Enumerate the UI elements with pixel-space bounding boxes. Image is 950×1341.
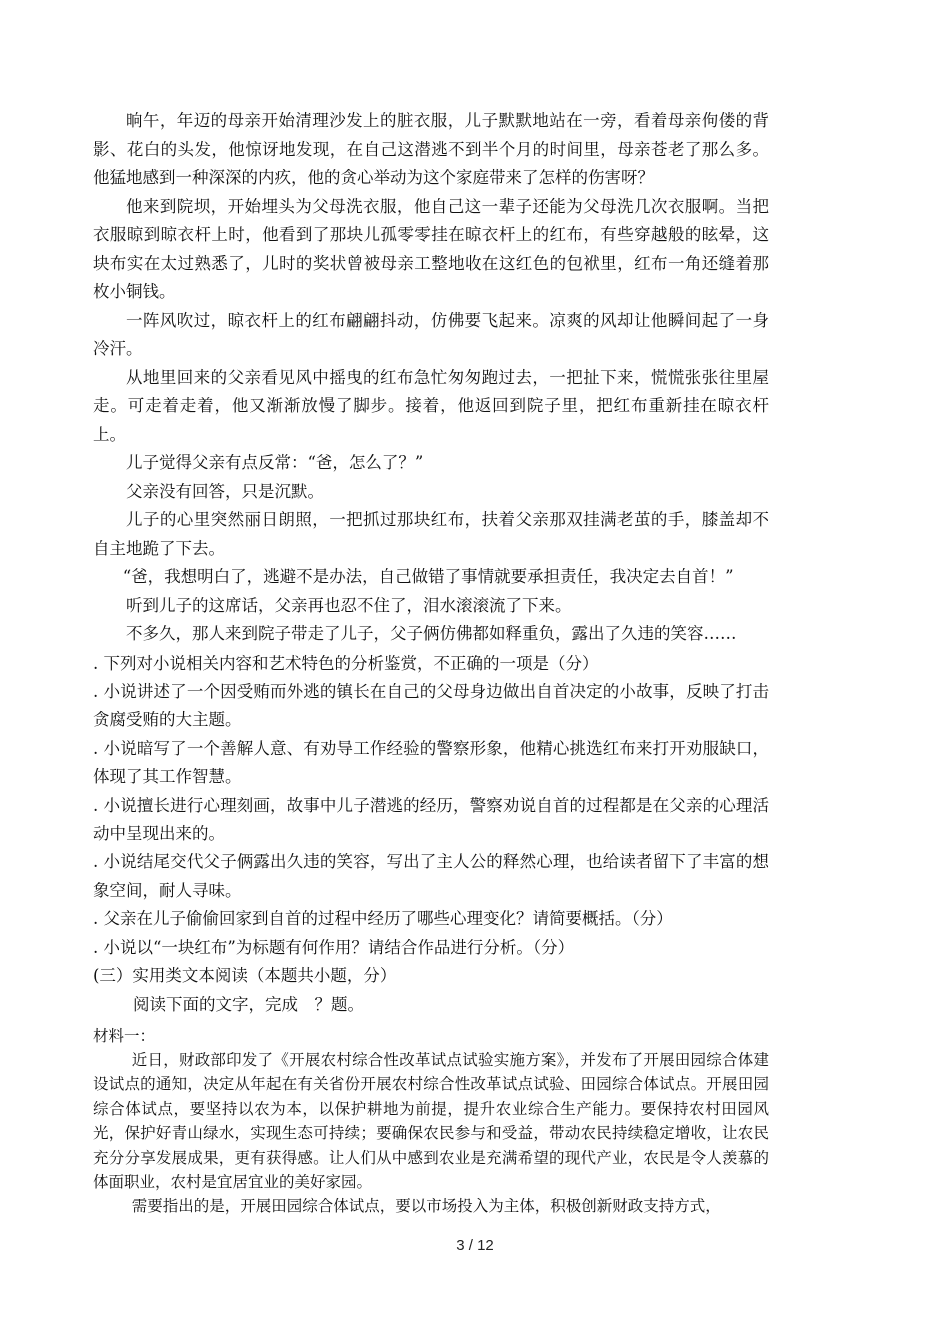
question-option: . 小说暗写了一个善解人意、有劝导工作经验的警察形象，他精心挑选红布来打开劝服缺口，体现了其工作智慧。 — [93, 738, 769, 787]
story-text — [93, 107, 769, 649]
story-paragraph: 父亲没有回答，只是沉默。 — [126, 481, 324, 501]
story-paragraph: 晌午，年迈的母亲开始清理沙发上的脏衣服，儿子默默地站在一旁，看着母亲佝偻的背影、花白的头发，他惊讶地发现，在自己这潜逃不到半个月的时间里，母亲苍老了那么多。他猛地感到一种深深的内疚，他的贪心举动为这个家庭带来了怎样的伤害呀？ — [93, 111, 769, 187]
story-paragraph: 儿子觉得父亲有点反常：“爸，怎么了？” — [126, 453, 424, 472]
question-item: . 父亲在儿子偷偷回家到自首的过程中经历了哪些心理变化？请简要概括。（分） — [93, 909, 673, 929]
story-paragraph: 不多久，那人来到院子带走了儿子，父子俩仿佛都如释重负，露出了久违的笑容…… — [126, 624, 737, 643]
question-list — [93, 650, 769, 962]
question-item: . 下列对小说相关内容和艺术特色的分析鉴赏，不正确的一项是（分） — [93, 653, 599, 673]
section-heading: (三）实用类文本阅读（本题共小题，分） — [93, 965, 397, 985]
story-paragraph: 儿子的心里突然丽日朗照，一把抓过那块红布，扶着父亲那双挂满老茧的手，膝盖却不自主地跪了下去。 — [93, 510, 769, 558]
story-paragraph: 听到儿子的这席话，父亲再也忍不住了，泪水滚滚流了下来。 — [126, 595, 572, 615]
question-option: . 小说擅长进行心理刻画，故事中儿子潜逃的经历，警察劝说自首的过程都是在父亲的心理活动中呈现出来的。 — [93, 795, 769, 843]
question-option: . 小说结尾交代父子俩露出久违的笑容，写出了主人公的释然心理，也给读者留下了丰富的想象空间，耐人寻味。 — [93, 852, 769, 900]
material-text — [93, 1048, 769, 1219]
material-label: 材料一： — [93, 1026, 156, 1045]
reading-instruction: 阅读下面的文字，完成 ？题。 — [133, 994, 364, 1014]
page-number: 3 / 12 — [456, 1237, 494, 1254]
question-option: . 小说讲述了一个因受贿而外逃的镇长在自己的父母身边做出自首决定的小故事，反映了打击贪腐受贿的大主题。 — [93, 681, 769, 730]
story-paragraph: 他来到院坝，开始埋头为父母洗衣服，他自己这一辈子还能为父母洗几次衣服啊。当把衣服晾到晾衣杆上时，他看到了那块儿孤零零挂在晾衣杆上的红布，有些穿越般的眩晕，这块布实在太过熟悉了，儿时的奖状曾被母亲工整地收在这红色的包袱里，红布一角还缝着那枚小铜钱。 — [93, 196, 769, 301]
story-paragraph: “爸，我想明白了，逃避不是办法，自己做错了事情就要承担责任，我决定去自首！” — [122, 567, 734, 586]
story-paragraph: 从地里回来的父亲看见风中摇曳的红布急忙匆匆跑过去，一把扯下来，慌慌张张往里屋走。可走着走着，他又渐渐放慢了脚步。接着，他返回到院子里，把红布重新挂在晾衣杆上。 — [93, 367, 769, 444]
question-item: . 小说以“一块红布”为标题有何作用？请结合作品进行分析。（分） — [93, 937, 575, 957]
story-paragraph: 一阵风吹过，晾衣杆上的红布翩翩抖动，仿佛要飞起来。凉爽的风却让他瞬间起了一身冷汗。 — [93, 310, 769, 358]
document-page — [93, 107, 769, 1219]
material-paragraph: 近日，财政部印发了《开展农村综合性改革试点试验实施方案》，并发布了开展田园综合体建设试点的通知，决定从年起在有关省份开展农村综合性改革试点试验、田园综合体试点。开展田园综合体试点，要坚持以农为本，以保护耕地为前提，提升农业综合生产能力。要保持农村田园风光，保护好青山绿水，实现生态可持续；要确保农民参与和受益，带动农民持续稳定增收，让农民充分分享发展成果，更有获得感。让人们从中感到农业是充满希望的现代产业，农民是令人羡慕的体面职业，农村是宜居宜业的美好家园。 — [93, 1050, 769, 1191]
material-paragraph: 需要指出的是，开展田园综合体试点，要以市场投入为主体，积极创新财政支持方式， — [131, 1197, 721, 1216]
